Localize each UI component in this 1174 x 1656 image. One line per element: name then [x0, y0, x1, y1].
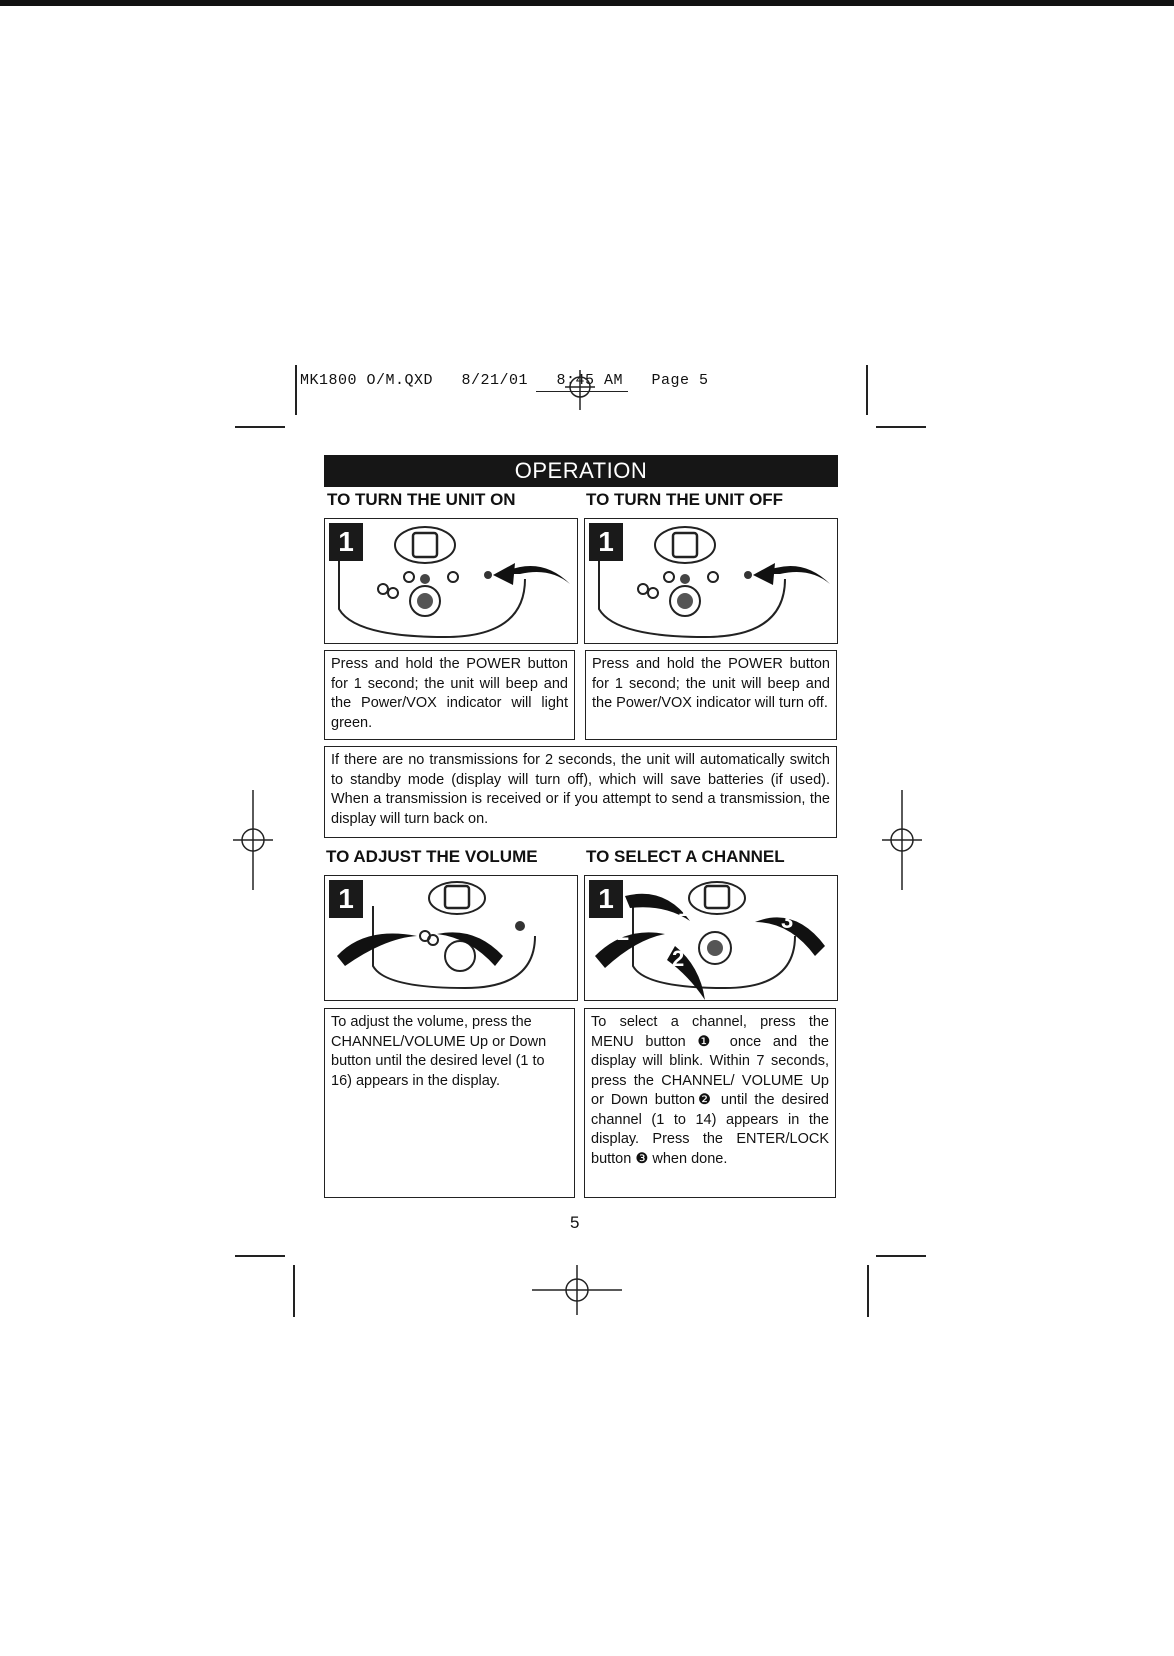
callout-number: 2	[672, 946, 685, 971]
crop-mark	[295, 365, 297, 415]
select-channel-illustration	[584, 875, 838, 1001]
registration-mark-icon	[565, 370, 595, 410]
heading-turn-on: TO TURN THE UNIT ON	[327, 490, 516, 509]
select-channel-instructions: To select a channel, press the MENU button ❶ once and the display will blink. Within 7 seconds, press the CHANNEL/ VOLUME Up or Down button❷ until the desired channel (1 to 14) appears in the display. Press the ENTER/LOCK button ❸ when done.	[584, 1008, 836, 1198]
registration-mark-icon	[233, 790, 273, 890]
turn-off-instructions: Press and hold the POWER button for 1 second; the unit will beep and the Power/VOX indicator will turn off.	[585, 650, 837, 740]
callout-number: 1	[678, 896, 691, 921]
turn-on-illustration	[324, 518, 578, 644]
registration-mark-icon	[532, 1265, 622, 1315]
crop-mark	[876, 1255, 926, 1257]
top-border	[0, 0, 1174, 6]
heading-adjust-volume: TO ADJUST THE VOLUME	[326, 847, 538, 866]
section-banner: OPERATION	[324, 455, 838, 487]
crop-mark	[866, 365, 868, 415]
crop-mark	[293, 1265, 295, 1317]
step-number: 1	[329, 880, 363, 918]
registration-mark-icon	[882, 790, 922, 890]
page-number: 5	[570, 1213, 580, 1232]
callout-number: 2	[617, 920, 630, 945]
turn-off-illustration	[584, 518, 838, 644]
adjust-volume-illustration	[324, 875, 578, 1001]
step-number: 1	[589, 880, 623, 918]
heading-select-channel: TO SELECT A CHANNEL	[586, 847, 785, 866]
callout-number: 3	[781, 908, 794, 933]
adjust-volume-instructions: To adjust the volume, press the CHANNEL/VOLUME Up or Down button until the desired level (1 to 16) appears in the display.	[324, 1008, 575, 1198]
turn-on-instructions: Press and hold the POWER button for 1 second; the unit will beep and the Power/VOX indicator will light green.	[324, 650, 575, 740]
crop-mark	[235, 1255, 285, 1257]
header-slug: MK1800 O/M.QXD 8/21/01 8:45 AM Page 5	[300, 372, 709, 389]
crop-mark	[235, 426, 285, 428]
heading-turn-off: TO TURN THE UNIT OFF	[586, 490, 784, 509]
crop-mark	[876, 426, 926, 428]
step-number: 1	[589, 523, 623, 561]
step-number: 1	[329, 523, 363, 561]
standby-note: If there are no transmissions for 2 seconds, the unit will automatically switch to standby mode (display will turn off), which will save batteries (if used). When a transmission is received or if you attempt to send a transmission, the display will turn back on.	[324, 746, 837, 838]
crop-mark	[867, 1265, 869, 1317]
